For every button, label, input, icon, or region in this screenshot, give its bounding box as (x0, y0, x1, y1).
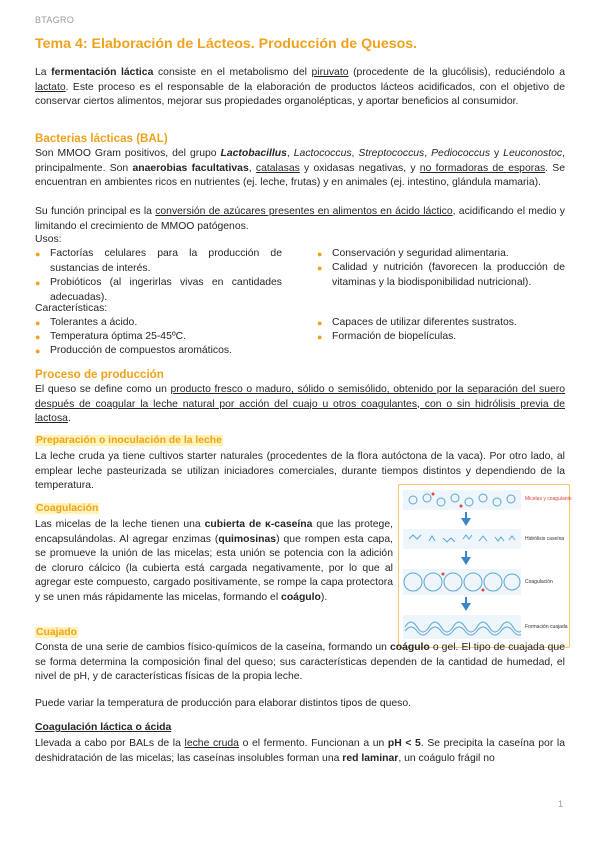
arrow-down-icon (461, 518, 471, 526)
arrow-down-icon (461, 603, 471, 611)
coagulation-diagram (398, 484, 570, 648)
subheading-coagulacion-acida: Coagulación láctica o ácida (35, 722, 172, 733)
arrow-down-icon (461, 557, 471, 565)
figure-label-2: Hidrólisis caseína (525, 536, 565, 542)
usos-item: ● Calidad y nutrición (favorecen la producción de vitaminas y la biodisponibilidad nutricional). (317, 262, 565, 288)
coagulacion-paragraph: Las micelas de la leche tienen una cubierta de κ-caseína que las protege, encapsulándolas. Al agregar enzimas (quimosinas) que rompen esta capa, se promueve la unión de las micelas; esta unión se potencia con la adición de cloruro cálcico (la cubierta está cargada negativamente, por lo que al agregar este compuesto, cargado positivamente, se rompe la capa protectora y se unen más rápidamente las micelas, formando el coágulo). (35, 519, 394, 603)
subheading-cuajado: Cuajado (36, 627, 77, 638)
usos-item: ● Probióticos (al ingerirlas vivas en cantidades adecuadas). (35, 277, 282, 303)
caracteristica-item: ● Producción de compuestos aromáticos. (50, 344, 282, 359)
bullet-icon: ● (317, 332, 323, 342)
bullet-icon: ● (317, 318, 323, 328)
bullet-icon: ● (35, 249, 41, 259)
bullet-icon: ● (317, 263, 323, 273)
page-number: 1 (558, 799, 564, 809)
figure-label-4: Formación cuajada (525, 624, 568, 630)
page-title: Tema 4: Elaboración de Lácteos. Producción de Quesos. (35, 36, 418, 52)
caracteristicas-label: Características: (35, 303, 108, 314)
coagulation-band (403, 569, 521, 595)
coagulation-image (403, 569, 521, 595)
proceso-paragraph: El queso se define como un producto fresco o maduro, sólido o semisólido, obtenido por la separación del suero después de coagular la leche natural por acción del cuajo u otros coagulantes, con o sin hidrólisis previa de lactosa. (35, 384, 565, 425)
subheading-coagulacion: Coagulación (36, 503, 99, 514)
usos-label: Usos: (35, 234, 62, 245)
bullet-icon: ● (35, 332, 41, 342)
micelles-image (403, 490, 521, 510)
usos-item: ● Conservación y seguridad alimentaria. (332, 247, 565, 262)
hydrolysis-band (403, 529, 521, 549)
bullet-icon: ● (35, 318, 41, 328)
caracteristica-item: ● Temperatura óptima 25-45ºC. (50, 330, 282, 345)
cuajado-note: Puede variar la temperatura de producción para elaborar distintos tipos de queso. (35, 698, 412, 709)
bal-function-paragraph: Su función principal es la conversión de azúcares presentes en alimentos en ácido láctico, acidificando el medio y limitando el crecimiento de MMOO patógenos. (35, 206, 565, 232)
hydrolysis-image (403, 529, 521, 549)
bullet-icon: ● (317, 249, 323, 259)
bullet-icon: ● (35, 278, 41, 288)
usos-item: ● Factorías celulares para la producción de sustancias de interés. (35, 248, 282, 274)
subheading-preparacion: Preparación o inoculación de la leche (36, 435, 222, 446)
figure-label-1: Micelas y coagulante (525, 496, 572, 502)
acida-paragraph: Llevada a cabo por BALs de la leche cruda o el fermento. Funcionan a un pH < 5. Se precipita la caseína por la deshidratación de las micelas; las caseínas insolubles forman una red laminar, un coágulo frágil no (35, 738, 565, 764)
intro-paragraph: La fermentación láctica consiste en el metabolismo del piruvato (procedente de la glucólisis), reduciéndolo a lactato. Este proceso es el responsable de la elaboración de productos lácteos acidificados, con el objetivo de conservar ciertos alimentos, mejorar sus propiedades organolépticas, y aportar beneficios al consumidor. (35, 67, 565, 108)
bullet-icon: ● (35, 346, 41, 356)
micelles-band (403, 490, 521, 510)
preparacion-paragraph: La leche cruda ya tiene cultivos starter naturales (procedentes de la flora autóctona de la vaca). Por otro lado, al emplear leche pasteurizada se utilizan iniciadores comerciales, durante tiempos distintos y dependiendo de la temperatura. (35, 451, 565, 492)
bal-paragraph: Son MMOO Gram positivos, del grupo Lactobacillus, Lactococcus, Streptococcus, Pediococcus y Leuconostoc, principalmente. Son anaerobias facultativas, catalasas y oxidasas negativas, y no formadoras de esporas. Se encuentran en ambientes ricos en nutrientes (ej. leche, frutas) y en animales (ej. intestino, glándula mamaria). (35, 148, 566, 189)
cuajado-paragraph: Consta de una serie de cambios físico-químicos de la caseína, formando un coágulo o gel. El tipo de cuajada que se forma determina la composición final del queso; sus características dependen de la cantidad de humedad, el nivel de pH, y de características físicas de la propia leche. (35, 642, 565, 683)
figure-label-3: Coagulación (525, 579, 553, 585)
curd-band (403, 615, 521, 639)
caracteristica-item: ● Formación de biopelículas. (332, 330, 565, 345)
caracteristica-item: ● Capaces de utilizar diferentes sustratos. (332, 316, 565, 331)
caracteristica-item: ● Tolerantes a ácido. (50, 316, 282, 331)
page-header: BTAGRO (35, 15, 75, 25)
section-heading-proceso: Proceso de producción (35, 368, 164, 381)
curd-image (403, 615, 521, 639)
section-heading-bal: Bacterias lácticas (BAL) (35, 132, 168, 145)
